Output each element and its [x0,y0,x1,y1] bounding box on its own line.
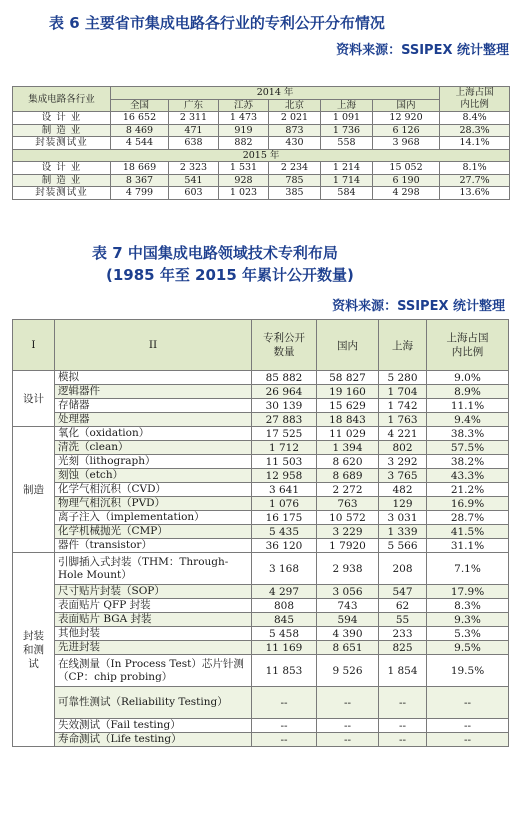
t6-year-label: 2015 年 [13,149,510,162]
t7-total-cell: -- [252,687,317,719]
t7-share-cell: -- [427,687,509,719]
t7-total-cell: 30 139 [252,399,317,413]
t6-share-cell: 28.3% [440,124,510,137]
t7-data-row [13,469,509,483]
table7-header-total-line1: 专利公开 [263,332,305,344]
table6-source: 资料来源：SSIPEX 统计整理 [336,43,509,58]
table6-title: 表 6 主要省市集成电路各行业的专利公开分布情况 [49,14,385,32]
t7-share-cell: 41.5% [427,525,509,539]
t7-total-cell: 36 120 [252,539,317,553]
t7-data-row [13,641,509,655]
t6-cell: 16 652 [111,112,169,125]
t7-domestic-cell: 15 629 [317,399,379,413]
t7-item-name: 引脚插入式封装（THM：Through-Hole Mount） [55,553,252,585]
t6-cell: 1 531 [219,162,269,175]
t7-item-name: 寿命测试（Life testing） [55,733,252,747]
t7-shanghai-cell: -- [379,719,427,733]
t7-data-row [13,613,509,627]
t7-domestic-cell: 19 160 [317,385,379,399]
t7-shanghai-cell: 482 [379,483,427,497]
t6-cell: 541 [169,174,219,187]
t7-item-name: 处理器 [55,413,252,427]
t6-cell: 1 714 [321,174,373,187]
t7-domestic-cell: -- [317,719,379,733]
t6-cell: 2 021 [269,112,321,125]
t7-total-cell: 16 175 [252,511,317,525]
t7-total-cell: 3 168 [252,553,317,585]
t6-cell: 928 [219,174,269,187]
t7-total-cell: 17 525 [252,427,317,441]
t6-cell: 785 [269,174,321,187]
t6-cell: 1 023 [219,187,269,200]
t7-shanghai-cell: 5 566 [379,539,427,553]
t6-data-row [13,174,510,187]
t7-category: 设计 [13,371,55,427]
t6-header-industry: 集成电路各行业 [13,87,111,112]
table7-header-shanghai: 上海 [379,320,427,371]
t6-year-label: 2014 年 [111,87,440,100]
t7-data-row [13,733,509,747]
t6-cell: 558 [321,137,373,150]
t7-shanghai-cell: 55 [379,613,427,627]
t7-share-cell: 43.3% [427,469,509,483]
t7-shanghai-cell: 1 763 [379,413,427,427]
t7-share-cell: 38.2% [427,455,509,469]
t7-data-row [13,413,509,427]
t7-total-cell: 12 958 [252,469,317,483]
t6-header-row-1 [13,87,510,100]
t7-data-row [13,511,509,525]
t6-data-row [13,162,510,175]
t7-item-name: 失效测试（Fail testing） [55,719,252,733]
t6-cell: 6 190 [373,174,440,187]
t7-domestic-cell: 4 390 [317,627,379,641]
t7-share-cell: 9.4% [427,413,509,427]
t6-region-header: 江苏 [219,99,269,112]
t6-cell: 8 469 [111,124,169,137]
t7-item-name: 先进封装 [55,641,252,655]
t7-item-name: 化学气相沉积（CVD） [55,483,252,497]
t6-region-header: 国内 [373,99,440,112]
t7-total-cell: 4 297 [252,585,317,599]
t6-row-label: 制 造 业 [13,124,111,137]
t7-share-cell: 19.5% [427,655,509,687]
t6-cell: 1 473 [219,112,269,125]
t6-share-cell: 14.1% [440,137,510,150]
t6-cell: 873 [269,124,321,137]
t7-data-row [13,599,509,613]
t7-total-cell: 3 641 [252,483,317,497]
table7 [12,319,509,747]
t6-header-share-line1: 上海占国 [455,87,494,98]
t6-cell: 2 234 [269,162,321,175]
t6-data-row [13,112,510,125]
t6-cell: 385 [269,187,321,200]
table7-header-total-line2: 数量 [273,346,295,358]
t7-shanghai-cell: 1 339 [379,525,427,539]
t7-data-row [13,687,509,719]
t7-item-name: 存储器 [55,399,252,413]
t6-cell: 4 799 [111,187,169,200]
t7-total-cell: 1 712 [252,441,317,455]
t7-item-name: 逻辑器件 [55,385,252,399]
t7-domestic-cell: 18 843 [317,413,379,427]
t7-domestic-cell: 2 938 [317,553,379,585]
t7-shanghai-cell: 129 [379,497,427,511]
t7-data-row [13,539,509,553]
t7-domestic-cell: 594 [317,613,379,627]
t7-shanghai-cell: 1 704 [379,385,427,399]
t7-total-cell: 85 882 [252,371,317,385]
t6-row-label: 设 计 业 [13,162,111,175]
t7-shanghai-cell: 547 [379,585,427,599]
t7-item-name: 其他封装 [55,627,252,641]
t7-domestic-cell: 1 394 [317,441,379,455]
t7-shanghai-cell: 62 [379,599,427,613]
t7-domestic-cell: 3 229 [317,525,379,539]
t7-data-row [13,385,509,399]
table7-header-share-line2: 内比例 [451,346,484,358]
t7-share-cell: 8.3% [427,599,509,613]
t7-item-name: 氧化（oxidation） [55,427,252,441]
t7-share-cell: 21.2% [427,483,509,497]
t7-shanghai-cell: 3 292 [379,455,427,469]
t6-cell: 584 [321,187,373,200]
t6-row-label: 封装测试业 [13,187,111,200]
t6-year-row [13,149,510,162]
t7-item-name: 清洗（clean） [55,441,252,455]
t7-total-cell: 808 [252,599,317,613]
t6-cell: 4 298 [373,187,440,200]
t7-item-name: 器件（transistor） [55,539,252,553]
t7-total-cell: 11 169 [252,641,317,655]
t7-domestic-cell: 8 651 [317,641,379,655]
t7-item-name: 刻蚀（etch） [55,469,252,483]
table7-header-col2: II [55,320,252,371]
t7-share-cell: 5.3% [427,627,509,641]
t7-domestic-cell: 11 029 [317,427,379,441]
t7-domestic-cell: 8 620 [317,455,379,469]
t7-total-cell: 5 458 [252,627,317,641]
t7-data-row [13,483,509,497]
t7-data-row [13,427,509,441]
t7-shanghai-cell: -- [379,733,427,747]
t6-data-row [13,137,510,150]
t7-domestic-cell: 2 272 [317,483,379,497]
t7-data-row [13,399,509,413]
t6-cell: 1 091 [321,112,373,125]
t7-data-row [13,719,509,733]
t6-share-cell: 8.1% [440,162,510,175]
t6-cell: 3 968 [373,137,440,150]
t7-data-row [13,655,509,687]
table7-header-col1: I [13,320,55,371]
t7-share-cell: 8.9% [427,385,509,399]
t7-item-name: 离子注入（implementation） [55,511,252,525]
t7-domestic-cell: 3 056 [317,585,379,599]
t7-total-cell: 5 435 [252,525,317,539]
t7-data-row [13,585,509,599]
t7-shanghai-cell: 1 854 [379,655,427,687]
t7-total-cell: 845 [252,613,317,627]
t7-domestic-cell: 58 827 [317,371,379,385]
t7-share-cell: -- [427,719,509,733]
t7-total-cell: 26 964 [252,385,317,399]
t6-cell: 6 126 [373,124,440,137]
table7-title-line1: 表 7 中国集成电路领域技术专利布局 [92,244,338,262]
t7-total-cell: 11 503 [252,455,317,469]
t7-total-cell: 11 853 [252,655,317,687]
t7-data-row [13,525,509,539]
t6-region-header: 全国 [111,99,169,112]
t7-shanghai-cell: 4 221 [379,427,427,441]
t6-header-share-line2: 内比例 [460,99,489,110]
t7-category: 封装和测试 [13,553,55,747]
t7-domestic-cell: -- [317,687,379,719]
t7-share-cell: 31.1% [427,539,509,553]
t7-item-name: 模拟 [55,371,252,385]
t7-share-cell: 17.9% [427,585,509,599]
t6-cell: 12 920 [373,112,440,125]
t6-row-label: 设 计 业 [13,112,111,125]
t7-shanghai-cell: -- [379,687,427,719]
table7-header-total [252,320,317,371]
t6-region-header: 上海 [321,99,373,112]
t7-total-cell: -- [252,719,317,733]
t7-category: 制造 [13,427,55,553]
t7-shanghai-cell: 1 742 [379,399,427,413]
t6-cell: 1 214 [321,162,373,175]
table7-header-domestic: 国内 [317,320,379,371]
t7-shanghai-cell: 233 [379,627,427,641]
t7-item-name: 物理气相沉积（PVD） [55,497,252,511]
t6-cell: 919 [219,124,269,137]
t7-item-name: 化学机械抛光（CMP） [55,525,252,539]
t6-cell: 18 669 [111,162,169,175]
t7-share-cell: 9.5% [427,641,509,655]
t6-cell: 2 323 [169,162,219,175]
t7-total-cell: 1 076 [252,497,317,511]
t7-total-cell: -- [252,733,317,747]
t7-domestic-cell: 9 526 [317,655,379,687]
t7-share-cell: -- [427,733,509,747]
t7-shanghai-cell: 3 765 [379,469,427,483]
t6-cell: 4 544 [111,137,169,150]
t7-shanghai-cell: 208 [379,553,427,585]
t7-shanghai-cell: 825 [379,641,427,655]
t7-data-row [13,371,509,385]
t7-shanghai-cell: 3 031 [379,511,427,525]
t7-share-cell: 11.1% [427,399,509,413]
table7-source: 资料来源：SSIPEX 统计整理 [332,299,505,314]
t7-domestic-cell: 8 689 [317,469,379,483]
t7-item-name: 光刻（lithograph） [55,455,252,469]
t7-item-name: 可靠性测试（Reliability Testing） [55,687,252,719]
t7-domestic-cell: 743 [317,599,379,613]
t7-domestic-cell: 1 7920 [317,539,379,553]
table7-title-line2: (1985 年至 2015 年累计公开数量) [106,266,354,284]
t6-cell: 430 [269,137,321,150]
t6-row-label: 封装测试业 [13,137,111,150]
t6-cell: 603 [169,187,219,200]
t6-row-label: 制 造 业 [13,174,111,187]
t7-data-row [13,441,509,455]
t6-cell: 638 [169,137,219,150]
t7-item-name: 表面贴片 BGA 封装 [55,613,252,627]
t7-domestic-cell: 10 572 [317,511,379,525]
t6-region-header: 北京 [269,99,321,112]
t7-share-cell: 38.3% [427,427,509,441]
table7-header-share-line1: 上海占国 [446,332,489,344]
t6-data-row [13,124,510,137]
table6 [12,86,510,200]
t6-share-cell: 27.7% [440,174,510,187]
t6-cell: 471 [169,124,219,137]
t7-item-name: 在线测量（In Process Test）芯片针测（CP：chip probing） [55,655,252,687]
t6-cell: 1 736 [321,124,373,137]
t7-domestic-cell: -- [317,733,379,747]
t7-share-cell: 57.5% [427,441,509,455]
t7-data-row [13,553,509,585]
t7-shanghai-cell: 5 280 [379,371,427,385]
t7-share-cell: 28.7% [427,511,509,525]
table7-header-row [13,320,509,371]
t7-share-cell: 16.9% [427,497,509,511]
table7-header-share [427,320,509,371]
t6-header-share [440,87,510,112]
t6-cell: 2 311 [169,112,219,125]
t6-cell: 15 052 [373,162,440,175]
t6-region-header: 广东 [169,99,219,112]
t7-share-cell: 9.0% [427,371,509,385]
t7-shanghai-cell: 802 [379,441,427,455]
t6-cell: 882 [219,137,269,150]
t6-share-cell: 8.4% [440,112,510,125]
t7-data-row [13,627,509,641]
t7-total-cell: 27 883 [252,413,317,427]
t7-share-cell: 7.1% [427,553,509,585]
t7-item-name: 尺寸贴片封装（SOP） [55,585,252,599]
t7-data-row [13,497,509,511]
t7-share-cell: 9.3% [427,613,509,627]
t6-data-row [13,187,510,200]
t7-data-row [13,455,509,469]
t6-share-cell: 13.6% [440,187,510,200]
t6-cell: 8 367 [111,174,169,187]
t7-item-name: 表面贴片 QFP 封装 [55,599,252,613]
t7-domestic-cell: 763 [317,497,379,511]
